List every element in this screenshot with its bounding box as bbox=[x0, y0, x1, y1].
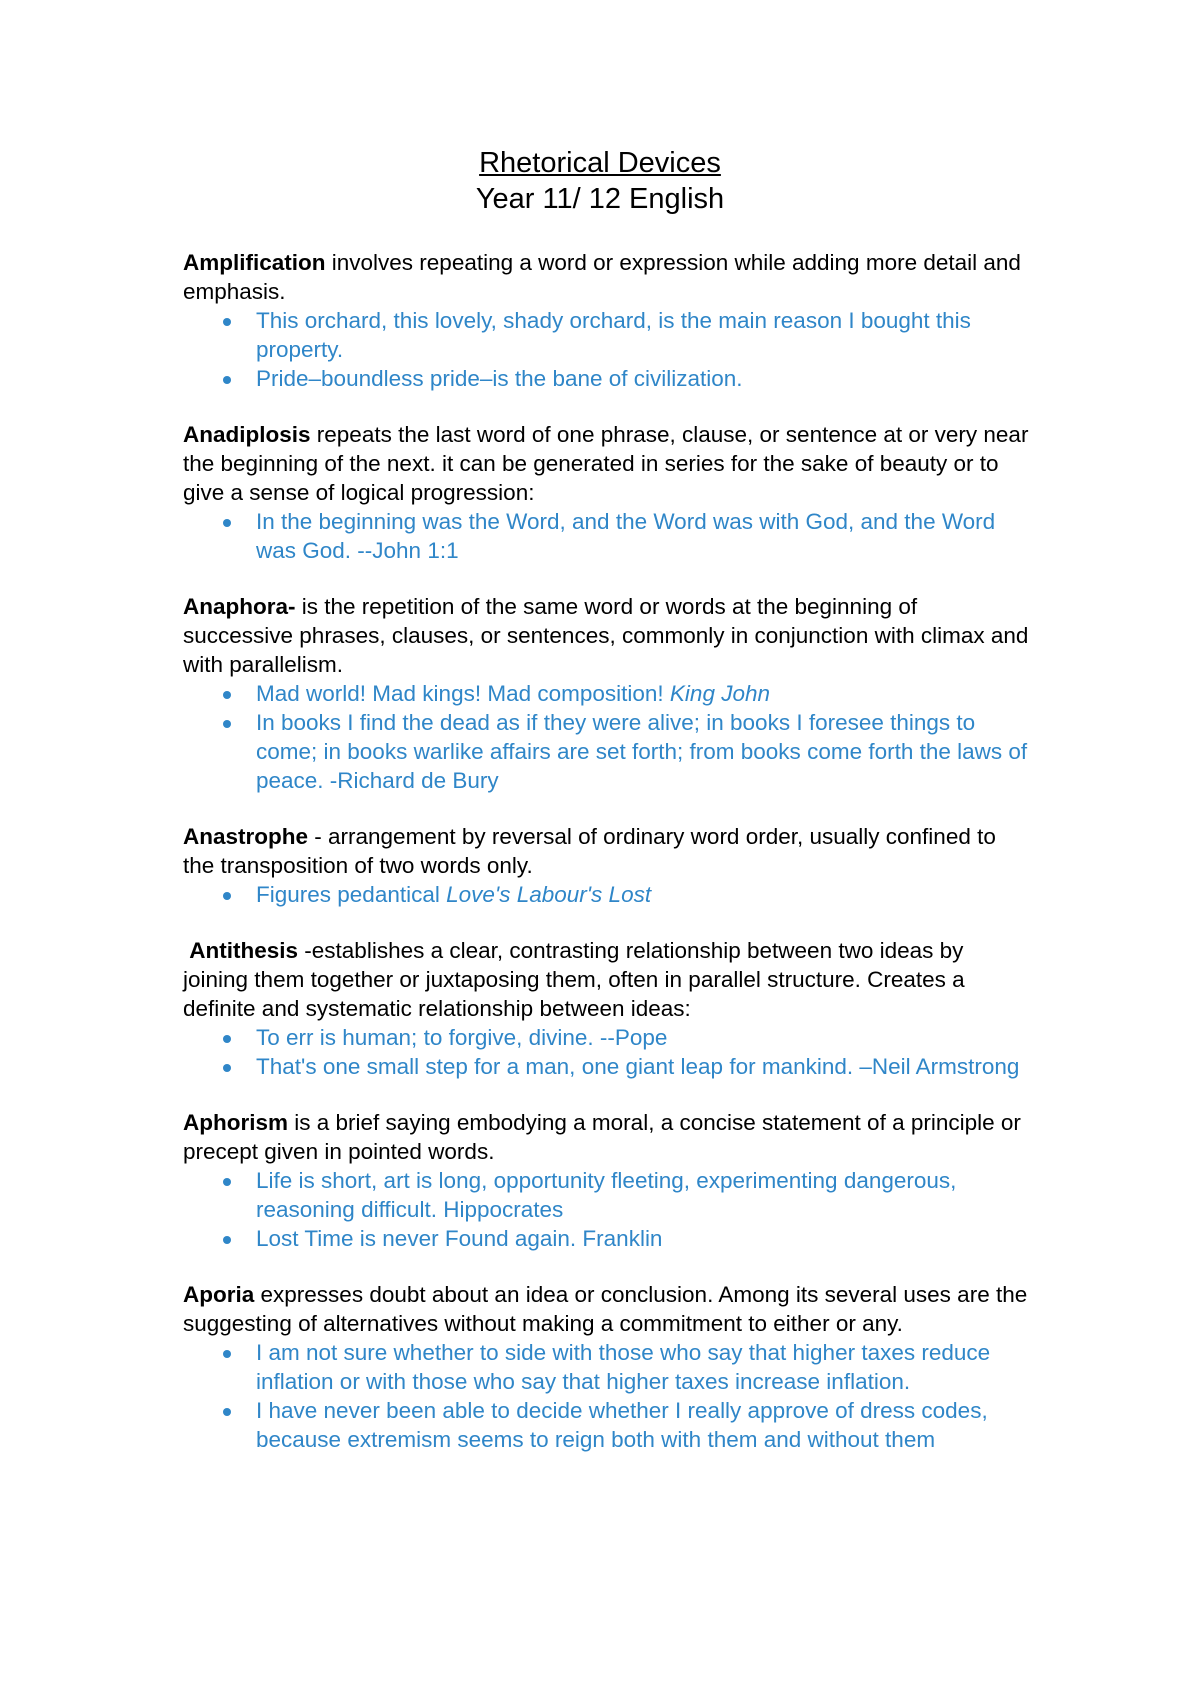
example-text: This orchard, this lovely, shady orchard, is the main reason I bought this property. bbox=[256, 308, 978, 362]
bullet-icon bbox=[223, 1236, 231, 1244]
example-text: That's one small step for a man, one giant leap for mankind. –Neil Armstrong bbox=[256, 1054, 1020, 1079]
example-list bbox=[183, 306, 1033, 393]
example-list bbox=[183, 880, 1033, 909]
device-section bbox=[183, 1280, 1033, 1454]
bullet-icon bbox=[223, 1035, 231, 1043]
example-item bbox=[183, 1224, 1033, 1253]
device-definition bbox=[183, 420, 1033, 507]
device-definition-text: expresses doubt about an idea or conclusion. Among its several uses are the suggesting of alternatives without making a commitment to either or any. bbox=[183, 1282, 1034, 1336]
example-text: Mad world! Mad kings! Mad composition! bbox=[256, 681, 670, 706]
bullet-icon bbox=[223, 318, 231, 326]
example-item bbox=[183, 679, 1033, 708]
device-term: Anadiplosis bbox=[183, 422, 311, 447]
bullet-icon bbox=[223, 376, 231, 384]
example-item bbox=[183, 507, 1033, 565]
device-term: Anastrophe bbox=[183, 824, 309, 849]
example-item bbox=[183, 1338, 1033, 1396]
example-text: I am not sure whether to side with those who say that higher taxes reduce inflation or with those who say that higher taxes increase inflation. bbox=[256, 1340, 997, 1394]
bullet-icon bbox=[223, 1350, 231, 1358]
device-definition-text: is the repetition of the same word or words at the beginning of successive phrases, clauses, or sentences, commonly in conjunction with climax and with parallelism. bbox=[183, 594, 1035, 677]
document-body bbox=[183, 248, 1033, 1481]
device-definition bbox=[183, 248, 1033, 306]
bullet-icon bbox=[223, 1178, 231, 1186]
example-item bbox=[183, 364, 1033, 393]
device-term: Anaphora- bbox=[183, 594, 296, 619]
example-text: In books I find the dead as if they were alive; in books I foresee things to come; in books warlike affairs are set forth; from books come forth the laws of peace. -Richard de Bury bbox=[256, 710, 1034, 793]
example-item bbox=[183, 1166, 1033, 1224]
example-item bbox=[183, 880, 1033, 909]
device-section bbox=[183, 822, 1033, 909]
device-term: Amplification bbox=[183, 250, 326, 275]
example-item bbox=[183, 1396, 1033, 1454]
bullet-icon bbox=[223, 1408, 231, 1416]
example-item bbox=[183, 306, 1033, 364]
device-section bbox=[183, 592, 1033, 795]
page-subtitle: Year 11/ 12 English bbox=[475, 183, 725, 215]
example-source-title: King John bbox=[669, 681, 770, 706]
device-definition bbox=[183, 1108, 1033, 1166]
example-list bbox=[183, 1166, 1033, 1253]
example-item bbox=[183, 1052, 1033, 1081]
device-section bbox=[183, 936, 1033, 1081]
device-section bbox=[183, 248, 1033, 393]
device-definition bbox=[183, 936, 1033, 1023]
device-definition-text: is a brief saying embodying a moral, a concise statement of a principle or precept given in pointed words. bbox=[183, 1110, 1028, 1164]
device-definition bbox=[183, 822, 1033, 880]
example-text: Pride–boundless pride–is the bane of civilization. bbox=[256, 366, 743, 391]
page-title: Rhetorical Devices bbox=[479, 147, 721, 179]
device-term: Antithesis bbox=[183, 938, 299, 963]
example-text: To err is human; to forgive, divine. --Pope bbox=[256, 1025, 668, 1050]
device-section bbox=[183, 420, 1033, 565]
example-list bbox=[183, 507, 1033, 565]
example-text: Figures pedantical bbox=[256, 882, 447, 907]
title-block bbox=[0, 145, 1200, 217]
device-definition-text: involves repeating a word or expression while adding more detail and emphasis. bbox=[183, 250, 1028, 304]
device-definition bbox=[183, 592, 1033, 679]
example-list bbox=[183, 1338, 1033, 1454]
example-item bbox=[183, 1023, 1033, 1052]
example-text: In the beginning was the Word, and the Word was with God, and the Word was God. --John 1:1 bbox=[256, 509, 1002, 563]
device-term: Aporia bbox=[183, 1282, 255, 1307]
bullet-icon bbox=[223, 1064, 231, 1072]
example-list bbox=[183, 1023, 1033, 1081]
bullet-icon bbox=[223, 691, 231, 699]
example-text: Lost Time is never Found again. Franklin bbox=[256, 1226, 663, 1251]
example-text: I have never been able to decide whether I really approve of dress codes, because extremism seems to reign both with them and without them bbox=[256, 1398, 994, 1452]
bullet-icon bbox=[223, 892, 231, 900]
device-term: Aphorism bbox=[183, 1110, 289, 1135]
example-list bbox=[183, 679, 1033, 795]
example-text: Life is short, art is long, opportunity fleeting, experimenting dangerous, reasoning difficult. Hippocrates bbox=[256, 1168, 963, 1222]
device-definition bbox=[183, 1280, 1033, 1338]
device-definition-text: -establishes a clear, contrasting relationship between two ideas by joining them together or juxtaposing them, often in parallel structure. Creates a definite and systematic relationship between ideas: bbox=[183, 938, 971, 1021]
device-definition-text: repeats the last word of one phrase, clause, or sentence at or very near the beginning of the next. it can be generated in series for the sake of beauty or to give a sense of logical progression: bbox=[183, 422, 1035, 505]
example-item bbox=[183, 708, 1033, 795]
bullet-icon bbox=[223, 720, 231, 728]
device-definition-text: - arrangement by reversal of ordinary word order, usually confined to the transposition of two words only. bbox=[183, 824, 1003, 878]
example-source-title: Love's Labour's Lost bbox=[446, 882, 652, 907]
bullet-icon bbox=[223, 519, 231, 527]
device-section bbox=[183, 1108, 1033, 1253]
